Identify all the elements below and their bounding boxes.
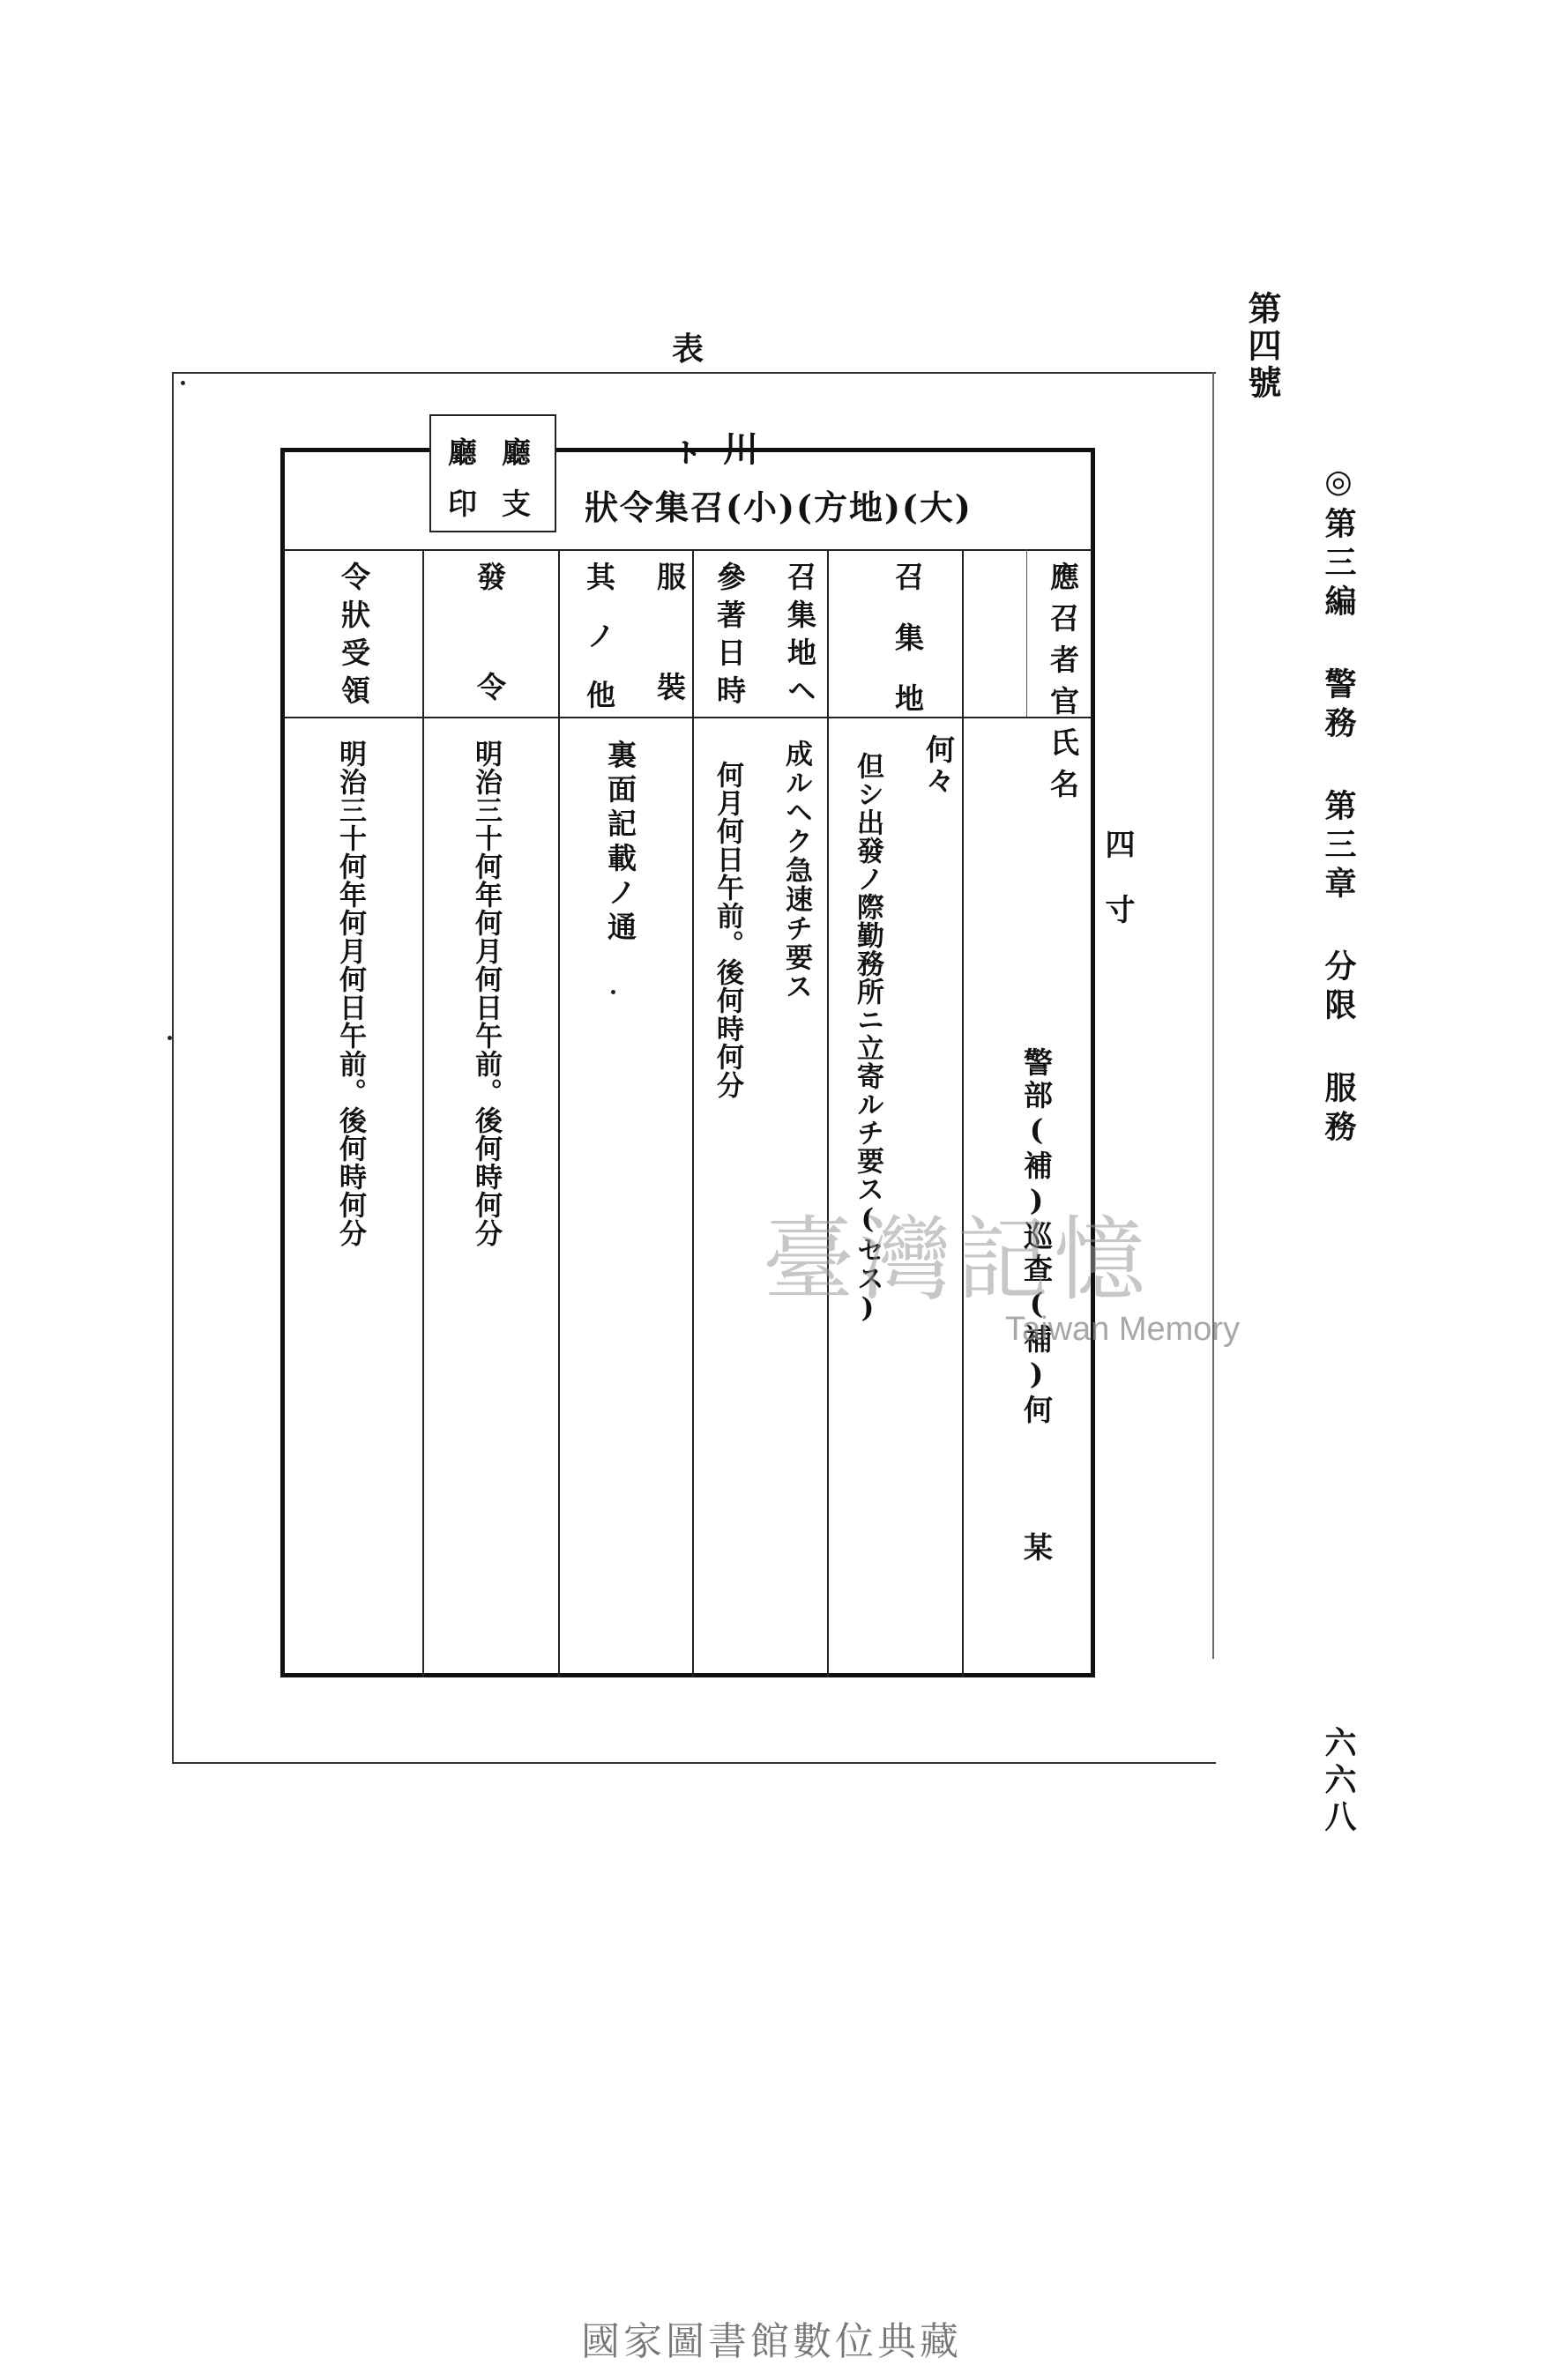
- column-divider: [692, 549, 694, 1677]
- value-arrival-time: 何月何日午前。後何時何分: [712, 761, 743, 1099]
- value-assembly-note: 但シ出發ノ際勤務所ニ立寄ルチ要ス(セス): [852, 752, 883, 1325]
- watermark-english: Taiwan Memory: [1005, 1311, 1241, 1348]
- header-sub-divider: [1026, 549, 1027, 717]
- column-divider: [422, 549, 424, 1677]
- page-number: 六六八: [1320, 1726, 1357, 1837]
- seal-char: 支: [502, 487, 531, 521]
- outer-frame-right-rule: [1212, 372, 1214, 1659]
- header-issued: 發令: [473, 562, 507, 782]
- column-divider: [962, 549, 964, 1677]
- seal-char: 印: [448, 487, 477, 521]
- value-assembly-place: 何々: [921, 734, 956, 796]
- column-divider: [827, 549, 829, 1677]
- seal-char: 廳: [502, 435, 531, 470]
- value-issued-date: 明治三十何年何月何日午前。後何時何分: [470, 740, 502, 1247]
- top-mark: ㇳ川: [670, 428, 776, 470]
- seal-box: [429, 414, 556, 532]
- form-number: 第四號: [1242, 291, 1282, 402]
- header-appointee: 應召者官氏名: [1046, 562, 1080, 810]
- header-arrival-b: 參著日時: [712, 562, 747, 713]
- print-speck: [611, 990, 615, 994]
- summons-form: [280, 448, 1095, 1677]
- value-arrival-note: 成ルヘク急速チ要ス: [780, 740, 812, 1001]
- watermark-chinese: 臺灣記憶: [763, 1206, 1152, 1313]
- print-speck: [181, 381, 185, 385]
- value-received-date: 明治三十何年何月何日午前。後何時何分: [334, 740, 366, 1247]
- header-arrival-a: 召集地ヘ: [783, 562, 817, 713]
- header-equipment-a: 服裝: [652, 562, 687, 782]
- chapter-header: ◎第三編 警務 第三章 分限 服務: [1320, 463, 1357, 1149]
- header-row-divider: [285, 717, 1091, 718]
- print-speck: [168, 1036, 172, 1040]
- side-label: 表: [672, 331, 704, 368]
- column-divider: [558, 549, 560, 1677]
- footer-collection-mark: 國家圖書館數位典藏: [581, 2319, 962, 2364]
- header-equipment-b: 其ノ他: [582, 562, 616, 739]
- form-title-band: [285, 452, 1091, 551]
- header-received: 令狀受領: [337, 562, 371, 713]
- form-title: 狀令集召(小)(方地)(大): [585, 487, 973, 527]
- seal-char: 廳: [448, 435, 477, 470]
- header-assembly-place: 召集地: [891, 562, 925, 744]
- value-equipment: 裏面記載ノ通: [603, 740, 637, 946]
- width-label: 四寸: [1099, 829, 1135, 959]
- value-appointee-name: 某: [1019, 1532, 1054, 1561]
- value-appointee-rank: 警部(補)巡查(補)何: [1019, 1047, 1054, 1427]
